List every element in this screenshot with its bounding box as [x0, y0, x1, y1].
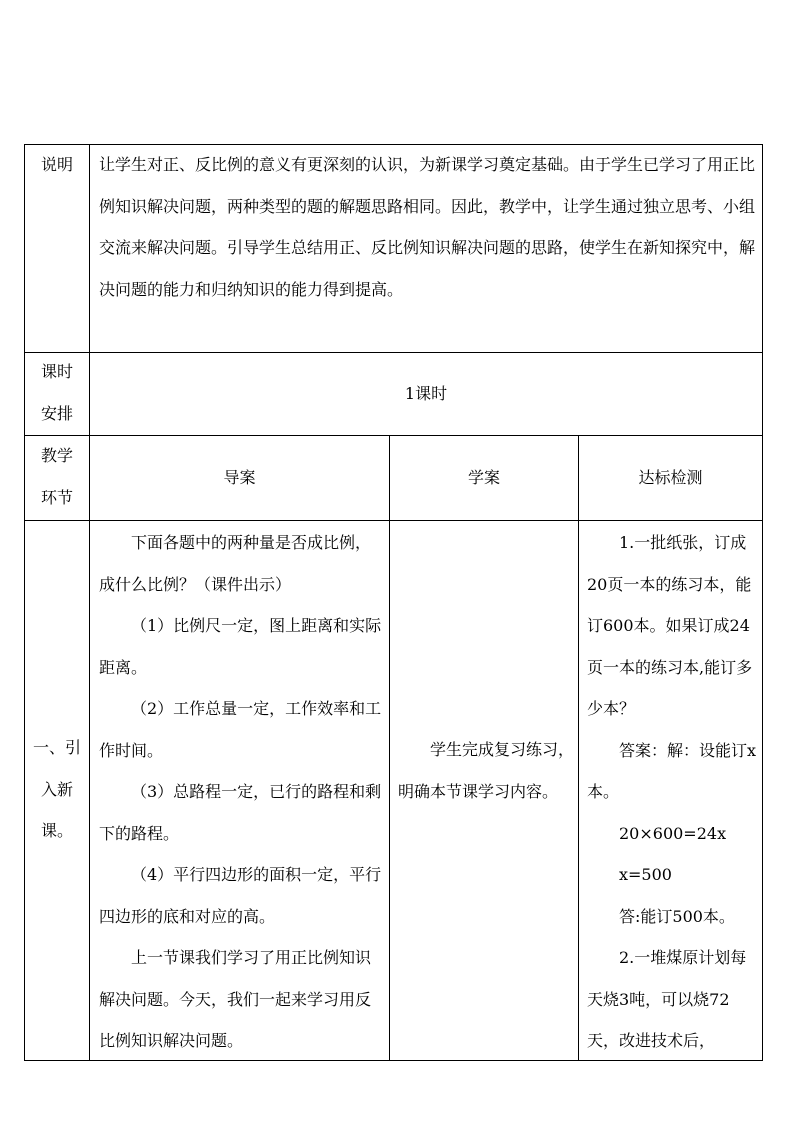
schedule-value: 1课时 [404, 384, 448, 403]
row-divider [24, 435, 763, 436]
table-border-right [762, 144, 763, 1061]
column-divider [89, 144, 90, 1061]
row-label-line: 一、引 [32, 738, 81, 757]
row-label-line: 安排 [40, 403, 73, 423]
row-label-line: 环节 [40, 487, 73, 507]
guide-content [99, 522, 384, 1062]
guide-paragraph: （1）比例尺一定，图上距离和实际距离。 [99, 616, 382, 677]
study-content [398, 729, 574, 812]
guide-paragraph: （3）总路程一定，已行的路程和剩下的路程。 [99, 782, 382, 843]
row-divider [24, 520, 763, 521]
column-divider [389, 435, 390, 1061]
check-paragraph: 1.一批纸张，订成20页一本的练习本，能订600本。如果订成24页一本的练习本,能订多少本？ [587, 533, 753, 718]
row-label-stage [25, 435, 89, 518]
check-paragraph: 答:能订500本。 [619, 906, 735, 926]
check-paragraph: 答案：解：设能订x本。 [587, 740, 757, 801]
guide-paragraph: （2）工作总量一定，工作效率和工作时间。 [99, 699, 382, 760]
row-label-line: 课时 [40, 362, 73, 381]
guide-paragraph: 下面各题中的两种量是否成比例，成什么比例？（课件出示） [99, 533, 372, 594]
row-label-intro: 说明 [40, 155, 73, 174]
table-border-left [24, 144, 25, 1061]
check-content [587, 522, 759, 1062]
row-label-line: 入新 [40, 779, 73, 799]
column-divider [578, 435, 579, 1061]
check-paragraph: 2.一堆煤原计划每天烧3吨，可以烧72天，改进技术后， [587, 948, 747, 1050]
row-divider [24, 352, 763, 353]
row-label-schedule [25, 351, 89, 434]
row-label-line: 教学 [40, 446, 73, 465]
guide-paragraph: 上一节课我们学习了用正比例知识解决问题。今天，我们一起来学习用反比例知识解决问题。 [99, 948, 372, 1050]
column-header-guide: 导案 [223, 468, 256, 487]
row-label-section1 [25, 727, 89, 852]
intro-text: 让学生对正、反比例的意义有更深刻的认识，为新课学习奠定基础。由于学生已学习了用正比例知识解决问题，两种类型的题的解题思路相同。因此，教学中，让学生通过独立思考、小组交流来解决问题。引导学生总结用正、反比例知识解决问题的思路，使学生在新知探究中，解决问题的能力和归纳知识的能力得到提高。 [99, 155, 756, 299]
check-paragraph: x=500 [619, 865, 672, 884]
row-label-line: 课。 [40, 821, 73, 840]
check-paragraph: 20×600=24x [619, 823, 727, 843]
column-header-study: 学案 [467, 468, 500, 487]
lesson-plan-table [24, 144, 763, 1061]
column-header-check: 达标检测 [638, 468, 703, 487]
guide-paragraph: （4）平行四边形的面积一定，平行四边形的底和对应的高。 [99, 865, 382, 926]
study-paragraph: 学生完成复习练习，明确本节课学习内容。 [398, 740, 575, 801]
